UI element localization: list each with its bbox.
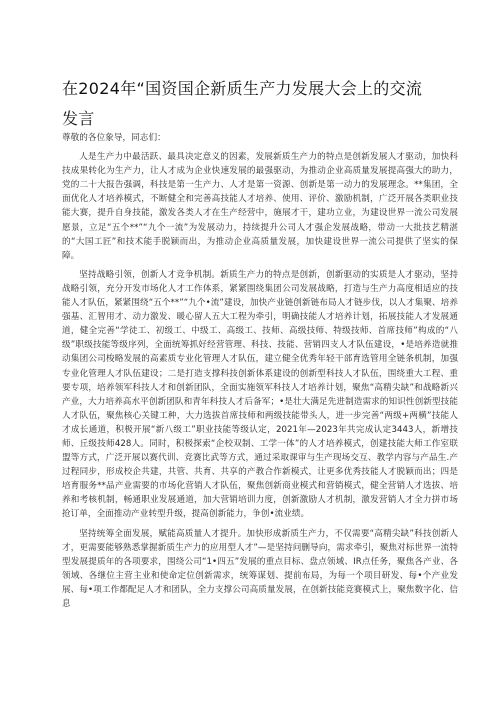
document-body	[62, 131, 458, 616]
paragraph: 坚持战略引领，创新人才竞争机制。新质生产力的特点是创新，创新驱动的实质是人才驱动，坚持战略引领，充分开发市场化人才工作体系，紧紧围绕集团公司发展战略，打造与生产力高度相适应的技能人才队伍，紧紧围绕“五个**”“九个•流”建设，加快产业链创新链布局人才链步伐，以人才集聚、培养强基、汇智用才、动力激发、暖心留人五大工程为牵引，明确技能人才培养计划，拓展技能人才发展通道，健全完善“学徒工、初级工、中级工、高级工、技师、高级技师、特级技师、首席技师”构成的“八级”职级技能等级序列，全面统筹抓好经营管理、科技、技能、营销四支人才队伍建设，•是培养造就推动集团公司梭略发展的高素质专业化管理人才队伍，建立健全优秀年轻干部育选管用全链条机制，加强专业化管理人才队伍建设；二是打造支撑科技创新体系建设的创新型科技人才队伍，围绕重大工程、重要专项，培养领军科技人才和创新团队，全面实施领军科技人才培养计划，聚焦“高精尖缺”和战略新兴产业，大力培养高水平创新团队和青年科技人才后备军；•是壮大满足先进制造需求的知识性创新型技能人才队伍，聚焦核心关键工种，大力选拔首席技师和两级技能带头人，进一步完善“两级+两横”技能人才成长通道，积极开展“新八级工”职业技能等级认定，2021年—2023年共完成认定3443人，新增技师、丘级技师428人。同时，积极探索“企校双制、工学一体”的人才培养模式，创建技能大师工作室联盟等方式，广泛开展以赛代训、竞赛比武等方式，通过采取课审与生产现场交互、教学内容与产品生.产过程同步，形成校企共建，共管、共育、共享的产教合作新模式，让更多优秀技能人才脱颖而出；四是培育服务**品产业需要的市场化营销人才队伍，聚焦创新商业模式和营销模式，健全营销人才选拔、培养和考核机制，畅通职业发展通道，加大营销培训力度，创新激励人才机制，激发营销人才全力拼市场抢订单，全面推动产业转型升级，提高创新能力，争创•流业绩。	[62, 269, 458, 520]
paragraph: 人是生产力中最活跃、最具决定意义的因素，发展新质生产力的特点是创新发展人才驱动，加快科技成果转化为生产力，让人才成为企业快速发展的最强驱动，为推动企业高质量发展提高强大的助力，党的二十大报告强调，科技是第一生产力、人才是第一资源、创新是第一动力的发展理念。**集团，全面优化人才培养模式，不断健全和完善高技能人才培养、使用、评价、激励机制，广泛开展各类职业技能大赛，提升自身技能，激发各类人才在生产经营中，施展才干，建功立业，为建设世界一流公司发展愿景，立足“五个**”“九个一流”为发展动力，持续提升公司人才强企发展战略，带动一大批技艺精湛的“大国工匠”和技术能手脱颖而出，为推动企业高质量发展，加快建设世界一流公司提供了坚实的保障。	[62, 152, 458, 261]
document-title: 在2024年“国资国企新质生产力发展大会上的交流发言	[62, 79, 423, 128]
paragraph: 坚持统筹全面发展，赋能高质量人才提升。加快形成新质生产力，不仅需要“高精尖缺”科技创新人才，更需要能够熟悉掌握新质生产力的应用型人才”—是坚持问删导向，需求牵引，聚焦对标世界一流特型发展提质年的各项要求，围绕公司“1•四五”发展的重点目标、盘点领域、IR点任务，聚焦各产业、各领域、各继位主营主业和使命定位创新需求，统筹谋划、提前布局，为每一个项目研发、每•个产业发展、每•项工作都配足人才和团队，全力支撑公司高质量发展，在创新技能竞赛模式上，聚焦数字化、信息	[62, 528, 458, 609]
salutation: 尊敬的各位象导，同志们：	[62, 133, 166, 143]
